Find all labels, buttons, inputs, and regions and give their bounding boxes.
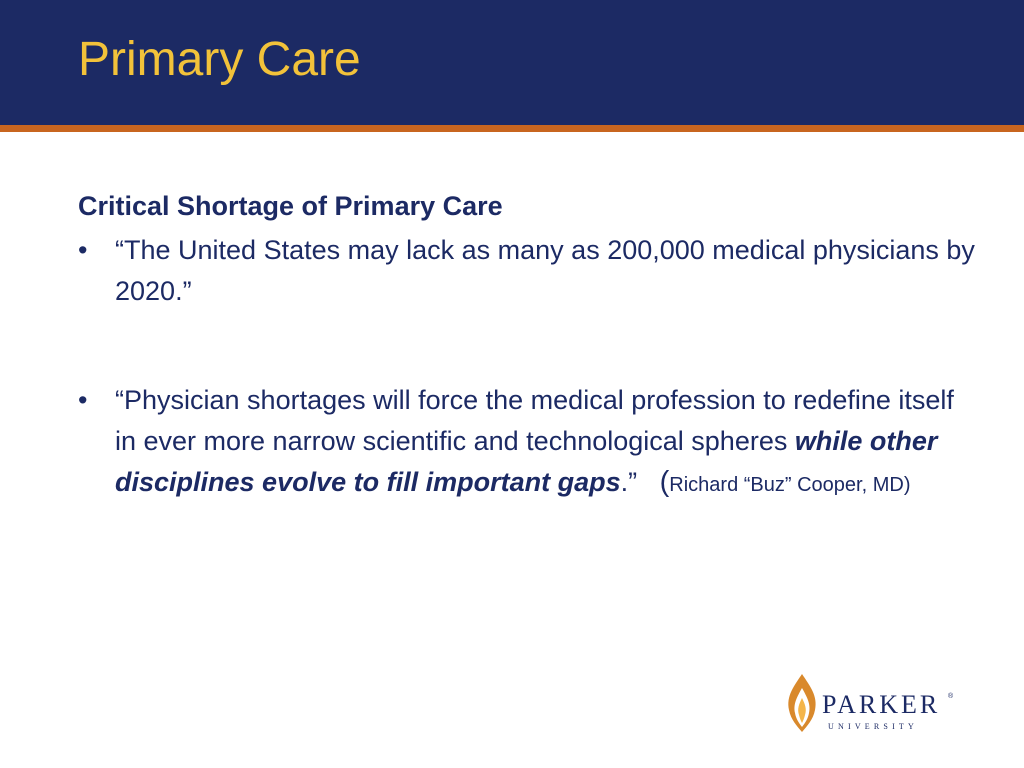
registered-mark: ®	[948, 693, 954, 700]
subheading: Critical Shortage of Primary Care	[78, 191, 503, 221]
slide-title: Primary Care	[78, 33, 361, 86]
citation-open-paren: (	[659, 466, 670, 498]
bullet-text: “Physician shortages will force the medical profession to redefine itself in ever more narrow scientific and technological spheres	[115, 385, 954, 456]
citation: Richard “Buz” Cooper, MD)	[669, 474, 911, 496]
bullet-text: “The United States may lack as many as 200,000 medical physicians by 2020.”	[115, 235, 975, 306]
header-bar	[0, 0, 1024, 125]
bullet-item	[78, 380, 978, 506]
slide-content	[78, 188, 978, 506]
bullet-item	[78, 230, 978, 312]
parker-university-logo	[782, 672, 957, 734]
quote-closing: .”	[620, 467, 638, 497]
emphasized-quote: while other disciplines evolve to fill important gaps	[115, 426, 938, 497]
bullet-marker: •	[78, 235, 88, 265]
flame-icon	[782, 672, 822, 734]
logo-subtitle: UNIVERSITY	[828, 722, 918, 731]
logo-wordmark: PARKER	[822, 690, 941, 719]
bullet-marker: •	[78, 385, 88, 415]
header-divider	[0, 125, 1024, 132]
